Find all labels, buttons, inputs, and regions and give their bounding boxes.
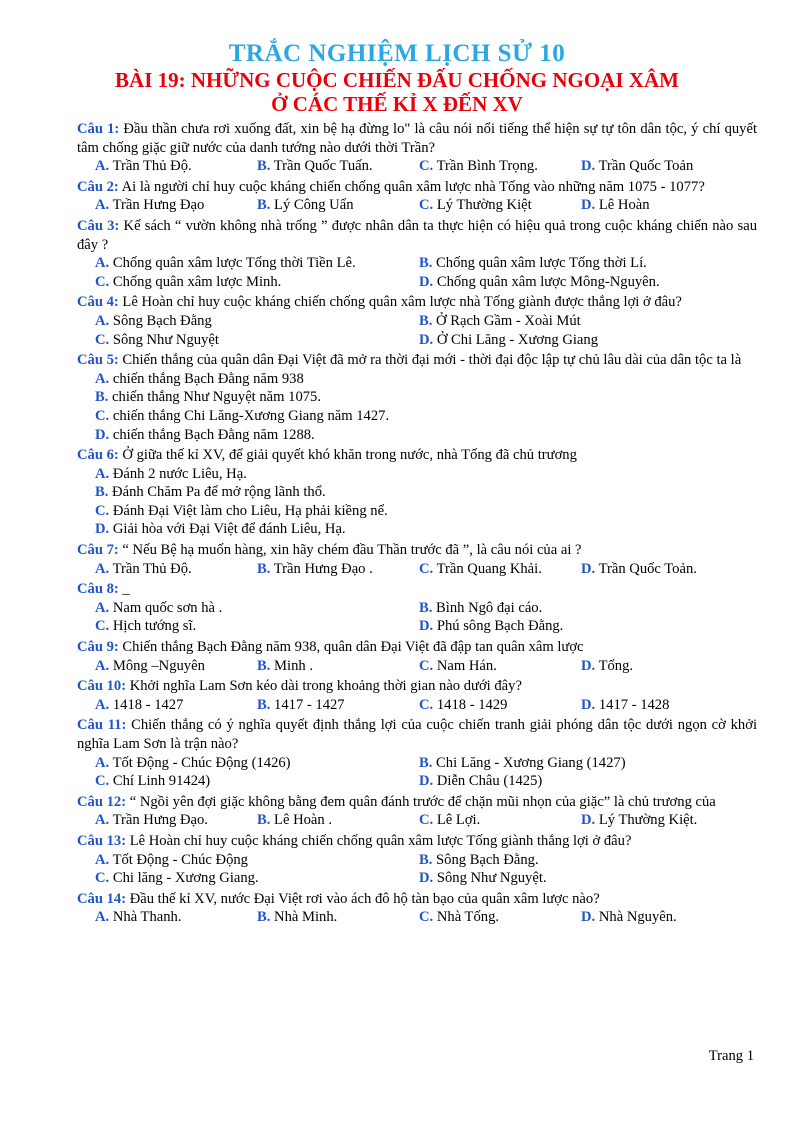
option-text: Lê Hoàn — [598, 197, 650, 214]
answer-option[interactable] — [95, 754, 291, 773]
question-item — [77, 120, 757, 176]
option-text: Trần Thủ Độ. — [112, 560, 192, 577]
option-letter: A. — [95, 312, 110, 329]
option-text: 1418 - 1429 — [436, 696, 508, 713]
answer-options — [77, 196, 757, 215]
option-letter: D. — [419, 273, 434, 290]
answer-row — [77, 657, 757, 676]
option-text: Chi lăng - Xương Giang. — [112, 870, 259, 887]
option-text: Trần Quang Khải. — [436, 560, 542, 577]
option-text: Chống quân xâm lược Minh. — [112, 273, 282, 290]
answer-option-row — [77, 426, 757, 445]
answer-option[interactable] — [95, 772, 210, 791]
option-text: Phú sông Bạch Đằng. — [436, 618, 564, 635]
answer-row — [77, 560, 757, 579]
question-text: Ở giữa thế kỉ XV, để giải quyết khó khăn trong nước, nhà Tống đã chủ trương — [122, 447, 577, 464]
answer-option[interactable] — [419, 754, 626, 773]
answer-options — [77, 908, 757, 927]
question-text: _ — [122, 581, 130, 598]
question-list — [77, 120, 757, 929]
option-text: Lý Thường Kiệt. — [598, 812, 698, 829]
question-number: Câu 14: — [77, 890, 127, 907]
answer-option-row — [77, 388, 757, 407]
option-letter: A. — [95, 197, 110, 214]
option-letter: A. — [95, 158, 110, 175]
answer-options — [77, 657, 757, 676]
option-letter: B. — [95, 389, 109, 406]
answer-options — [77, 851, 757, 888]
question-item — [77, 638, 757, 675]
option-letter: D. — [581, 909, 596, 926]
question-text-line — [77, 446, 757, 465]
question-text: Đầu thần chưa rơi xuống đất, xin bệ hạ đừng lo" là câu nói nổi tiếng thể hiện sự tự tôn dân tộc, ý chí quyết tâm chống giặc giữ nước của danh tướng nào dưới thời Trần? — [77, 121, 758, 156]
answer-options — [77, 312, 757, 349]
question-text: Chiến thắng của quân dân Đại Việt đã mở ra thời đại mới - thời đại độc lập tự chủ lâu dài của dân tộc ta là — [122, 352, 742, 369]
question-text-line — [77, 541, 757, 560]
option-text: Nam quốc sơn hà . — [112, 599, 223, 616]
option-letter: C. — [419, 657, 434, 674]
answer-options — [77, 465, 757, 539]
answer-option[interactable] — [419, 772, 542, 791]
question-text-line — [77, 832, 757, 851]
option-text: chiến thắng Bạch Đằng năm 1288. — [112, 426, 315, 443]
question-item — [77, 793, 757, 830]
question-item — [77, 293, 757, 349]
option-letter: D. — [581, 696, 596, 713]
option-letter: A. — [95, 851, 110, 868]
question-number: Câu 3: — [77, 217, 120, 234]
option-text: Sông Như Nguyệt — [112, 331, 219, 348]
answer-options — [77, 560, 757, 579]
answer-options — [77, 754, 757, 791]
question-item — [77, 890, 757, 927]
answer-option-row — [77, 465, 757, 484]
question-text-line — [77, 677, 757, 696]
question-text-line — [77, 793, 757, 812]
answer-options — [77, 370, 757, 444]
option-text: Ở Rạch Gầm - Xoài Mút — [436, 312, 581, 329]
option-text: Đánh Chăm Pa để mở rộng lãnh thổ. — [112, 484, 326, 501]
option-letter: B. — [95, 484, 109, 501]
option-letter: C. — [419, 560, 434, 577]
question-text: Khởi nghĩa Lam Sơn kéo dài trong khoảng thời gian nào dưới đây? — [129, 678, 522, 695]
answer-option[interactable] — [581, 696, 669, 715]
option-letter: A. — [95, 657, 110, 674]
answer-row — [77, 869, 757, 888]
answer-option[interactable] — [419, 196, 532, 215]
option-letter: C. — [419, 909, 434, 926]
question-item — [77, 446, 757, 539]
answer-option[interactable] — [257, 696, 345, 715]
option-letter: C. — [95, 773, 110, 790]
answer-row — [77, 273, 757, 292]
answer-option[interactable] — [95, 851, 248, 870]
question-item — [77, 541, 757, 578]
option-letter: A. — [95, 599, 110, 616]
question-text: Chiến thắng Bạch Đằng năm 938, quân dân Đại Việt đã đập tan quân xâm lược — [122, 639, 584, 656]
option-text: Nhà Nguyên. — [598, 909, 677, 926]
answer-option[interactable] — [95, 811, 208, 830]
option-text: Trần Hưng Đạo . — [273, 560, 373, 577]
answer-options — [77, 254, 757, 291]
question-text-line — [77, 217, 757, 254]
answer-option[interactable] — [257, 560, 373, 579]
option-text: Trần Thủ Độ. — [112, 158, 192, 175]
option-letter: D. — [581, 158, 596, 175]
option-letter: B. — [419, 312, 433, 329]
answer-option[interactable] — [95, 466, 247, 482]
answer-option[interactable] — [419, 617, 563, 636]
option-letter: A. — [95, 754, 110, 771]
option-letter: B. — [257, 657, 271, 674]
option-letter: B. — [257, 696, 271, 713]
option-letter: C. — [95, 618, 110, 635]
question-text-line — [77, 351, 757, 370]
option-text: Đánh Đại Việt làm cho Liêu, Hạ phải kiềng nể. — [112, 502, 388, 519]
answer-option[interactable] — [419, 254, 647, 273]
answer-option[interactable] — [95, 427, 315, 443]
option-text: Ở Chi Lăng - Xương Giang — [436, 331, 598, 348]
question-number: Câu 9: — [77, 639, 119, 656]
option-letter: D. — [581, 197, 596, 214]
answer-option-row — [77, 407, 757, 426]
option-letter: A. — [95, 465, 110, 482]
option-letter: B. — [257, 812, 271, 829]
question-number: Câu 7: — [77, 542, 119, 559]
option-text: Trần Quốc Toản — [598, 158, 694, 175]
question-number: Câu 13: — [77, 832, 127, 849]
option-text: Tốt Động - Chúc Động — [112, 851, 248, 868]
answer-option-row — [77, 370, 757, 389]
answer-option[interactable] — [95, 908, 182, 927]
question-text-line — [77, 293, 757, 312]
option-letter: B. — [257, 909, 271, 926]
answer-row — [77, 312, 757, 331]
question-item — [77, 677, 757, 714]
answer-row — [77, 811, 757, 830]
answer-option[interactable] — [95, 157, 192, 176]
question-text: Chiến thắng có ý nghĩa quyết định thắng lợi của cuộc chiến tranh giải phóng dân tộc dưới ngọn cờ khởi nghĩa Lam Sơn là trận nào? — [77, 717, 758, 752]
answer-option[interactable] — [419, 273, 660, 292]
answer-option[interactable] — [95, 196, 204, 215]
answer-options — [77, 599, 757, 636]
option-letter: B. — [257, 158, 271, 175]
option-text: Minh . — [274, 657, 313, 674]
answer-option[interactable] — [95, 273, 281, 292]
question-text: Đầu thế kỉ XV, nước Đại Việt rơi vào ách đô hộ tàn bạo của quân xâm lược nào? — [129, 890, 600, 907]
answer-option[interactable] — [419, 560, 542, 579]
option-letter: C. — [95, 331, 110, 348]
answer-option[interactable] — [95, 657, 205, 676]
option-letter: D. — [95, 521, 110, 538]
option-letter: B. — [257, 197, 271, 214]
option-text: chiến thắng Bạch Đằng năm 938 — [112, 370, 304, 387]
option-letter: D. — [419, 618, 434, 635]
option-letter: B. — [419, 851, 433, 868]
answer-option[interactable] — [95, 331, 219, 350]
option-text: Mông –Nguyên — [112, 657, 205, 674]
option-text: Lý Công Uẩn — [274, 197, 354, 214]
answer-option[interactable] — [95, 312, 212, 331]
answer-option[interactable] — [581, 196, 650, 215]
answer-row — [77, 696, 757, 715]
option-letter: B. — [419, 599, 433, 616]
answer-row — [77, 617, 757, 636]
question-number: Câu 6: — [77, 447, 119, 464]
option-letter: B. — [257, 560, 271, 577]
answer-option[interactable] — [419, 908, 499, 927]
answer-option[interactable] — [419, 331, 598, 350]
answer-option[interactable] — [419, 869, 547, 888]
option-text: Sông Bạch Đằng. — [436, 851, 539, 868]
answer-row — [77, 331, 757, 350]
answer-option[interactable] — [419, 312, 581, 331]
option-text: Lê Hoàn . — [274, 812, 332, 829]
question-text-line — [77, 890, 757, 909]
answer-row — [77, 851, 757, 870]
answer-option[interactable] — [419, 851, 539, 870]
option-letter: D. — [95, 426, 110, 443]
question-text-line — [77, 580, 757, 599]
question-number: Câu 4: — [77, 294, 119, 311]
option-text: Lý Thường Kiệt — [436, 197, 532, 214]
option-text: Trần Hưng Đạo — [112, 197, 205, 214]
question-item — [77, 580, 757, 636]
option-letter: D. — [419, 870, 434, 887]
question-text: Lê Hoàn chỉ huy cuộc kháng chiến chống quân xâm lược Tống giành thắng lợi ở đâu? — [129, 832, 632, 849]
answer-option-row — [77, 520, 757, 539]
option-letter: D. — [581, 657, 596, 674]
option-letter: D. — [581, 812, 596, 829]
option-text: Diễn Châu (1425) — [436, 773, 543, 790]
answer-option[interactable] — [419, 811, 480, 830]
answer-option[interactable] — [95, 484, 326, 500]
question-text-line — [77, 178, 757, 197]
question-text: “ Nếu Bệ hạ muốn hàng, xin hãy chém đầu Thần trước đã ”, là câu nói của ai ? — [122, 542, 582, 559]
option-text: Chống quân xâm lược Tống thời Lí. — [436, 255, 647, 272]
option-letter: A. — [95, 370, 110, 387]
option-text: 1417 - 1427 — [274, 696, 345, 713]
question-item — [77, 716, 757, 790]
answer-option[interactable] — [257, 157, 373, 176]
answer-option[interactable] — [419, 696, 507, 715]
question-item — [77, 217, 757, 291]
answer-option-row — [77, 483, 757, 502]
answer-option[interactable] — [581, 908, 677, 927]
option-text: Chống quân xâm lược Mông-Nguyên. — [436, 273, 660, 290]
option-text: Bình Ngô đại cáo. — [436, 599, 543, 616]
option-letter: C. — [419, 158, 434, 175]
question-item — [77, 351, 757, 444]
option-letter: A. — [95, 255, 110, 272]
question-text-line — [77, 638, 757, 657]
option-letter: A. — [95, 560, 110, 577]
answer-option[interactable] — [95, 389, 321, 405]
answer-row — [77, 254, 757, 273]
question-item — [77, 832, 757, 888]
answer-option[interactable] — [95, 521, 346, 537]
option-text: Chí Linh 91424) — [112, 773, 211, 790]
answer-option[interactable] — [581, 811, 697, 830]
option-text: 1417 - 1428 — [598, 696, 670, 713]
option-letter: A. — [95, 909, 110, 926]
answer-option-row — [77, 502, 757, 521]
question-text: Lê Hoàn chỉ huy cuộc kháng chiến chống quân xâm lược nhà Tống giành được thắng lợi ở đâu? — [122, 294, 682, 311]
answer-option[interactable] — [257, 196, 354, 215]
option-text: Tống. — [598, 657, 634, 674]
answer-option[interactable] — [581, 560, 697, 579]
option-letter: D. — [419, 773, 434, 790]
answer-option[interactable] — [95, 254, 356, 273]
page-number: Trang 1 — [708, 1048, 754, 1064]
question-number: Câu 11: — [77, 717, 127, 734]
option-text: Lê Lợi. — [436, 812, 481, 829]
question-text: Kế sách “ vườn không nhà trống ” được nhân dân ta thực hiện có hiệu quả trong cuộc kháng chiến nào sau đây ? — [77, 217, 757, 253]
option-text: Trần Quốc Tuấn. — [273, 158, 373, 175]
option-letter: A. — [95, 812, 110, 829]
option-text: Chống quân xâm lược Tống thời Tiền Lê. — [112, 255, 356, 272]
question-text: “ Ngồi yên đợi giặc không bằng đem quân đánh trước để chặn mũi nhọn của giặc” là chủ trương của — [129, 793, 716, 810]
option-text: Hịch tướng sĩ. — [112, 618, 197, 635]
option-text: Nhà Tống. — [436, 909, 500, 926]
option-text: Nam Hán. — [436, 657, 497, 674]
answer-option[interactable] — [419, 599, 542, 618]
option-text: Trần Quốc Toản. — [598, 560, 697, 577]
lesson-subtitle: Ở CÁC THẾ KỈ X ĐẾN XV — [271, 92, 523, 116]
answer-option[interactable] — [95, 371, 304, 387]
answer-row — [77, 754, 757, 773]
question-item — [77, 178, 757, 215]
option-text: Sông Bạch Đằng — [112, 312, 212, 329]
question-number: Câu 8: — [77, 581, 119, 598]
answer-options — [77, 157, 757, 176]
answer-option[interactable] — [419, 157, 538, 176]
option-letter: D. — [581, 560, 596, 577]
answer-row — [77, 599, 757, 618]
answer-option[interactable] — [581, 657, 633, 676]
answer-options — [77, 696, 757, 715]
option-text: Nhà Minh. — [274, 909, 338, 926]
answer-option[interactable] — [257, 908, 337, 927]
answer-row — [77, 196, 757, 215]
answer-option[interactable] — [95, 617, 196, 636]
answer-option[interactable] — [95, 599, 222, 618]
option-text: Giải hòa với Đại Việt để đánh Liêu, Hạ. — [112, 521, 346, 538]
answer-option[interactable] — [95, 503, 388, 519]
question-number: Câu 10: — [77, 678, 127, 695]
question-text: Ai là người chỉ huy cuộc kháng chiến chống quân xâm lược nhà Tống vào những năm 1075 - 1077? — [121, 178, 705, 195]
option-letter: C. — [419, 812, 434, 829]
document-title: TRẮC NGHIỆM LỊCH SỬ 10 — [228, 40, 566, 67]
option-text: Tốt Động - Chúc Động (1426) — [112, 754, 291, 771]
lesson-title: BÀI 19: NHỮNG CUỘC CHIẾN ĐẤU CHỐNG NGOẠI XÂM — [115, 68, 679, 92]
option-letter: C. — [419, 197, 434, 214]
answer-option[interactable] — [257, 657, 313, 676]
option-letter: C. — [95, 407, 110, 424]
question-number: Câu 2: — [77, 178, 119, 195]
option-text: chiến thắng Chi Lăng-Xương Giang năm 1427. — [112, 407, 390, 424]
answer-row — [77, 157, 757, 176]
option-letter: B. — [419, 754, 433, 771]
answer-row — [77, 772, 757, 791]
question-text-line — [77, 716, 757, 753]
option-letter: C. — [95, 273, 110, 290]
option-letter: D. — [419, 331, 434, 348]
option-letter: C. — [95, 870, 110, 887]
option-text: Trần Hưng Đạo. — [112, 812, 208, 829]
answer-option[interactable] — [419, 657, 497, 676]
option-text: chiến thắng Như Nguyệt năm 1075. — [112, 389, 321, 406]
question-number: Câu 1: — [77, 121, 120, 137]
answer-option[interactable] — [95, 869, 259, 888]
answer-options — [77, 811, 757, 830]
question-text-line — [77, 120, 757, 157]
answer-option[interactable] — [95, 696, 183, 715]
option-letter: A. — [95, 696, 110, 713]
option-text: Nhà Thanh. — [112, 909, 182, 926]
option-text: 1418 - 1427 — [112, 696, 184, 713]
answer-option[interactable] — [95, 408, 389, 424]
answer-option[interactable] — [257, 811, 332, 830]
option-text: Trần Bình Trọng. — [436, 158, 538, 175]
option-text: Đánh 2 nước Liêu, Hạ. — [112, 465, 247, 482]
option-letter: C. — [419, 696, 434, 713]
option-text: Sông Như Nguyệt. — [436, 870, 547, 887]
option-text: Chi Lăng - Xương Giang (1427) — [436, 754, 626, 771]
question-number: Câu 5: — [77, 352, 119, 369]
option-letter: B. — [419, 255, 433, 272]
question-number: Câu 12: — [77, 793, 127, 810]
answer-option[interactable] — [95, 560, 192, 579]
answer-row — [77, 908, 757, 927]
option-letter: C. — [95, 502, 110, 519]
answer-option[interactable] — [581, 157, 693, 176]
